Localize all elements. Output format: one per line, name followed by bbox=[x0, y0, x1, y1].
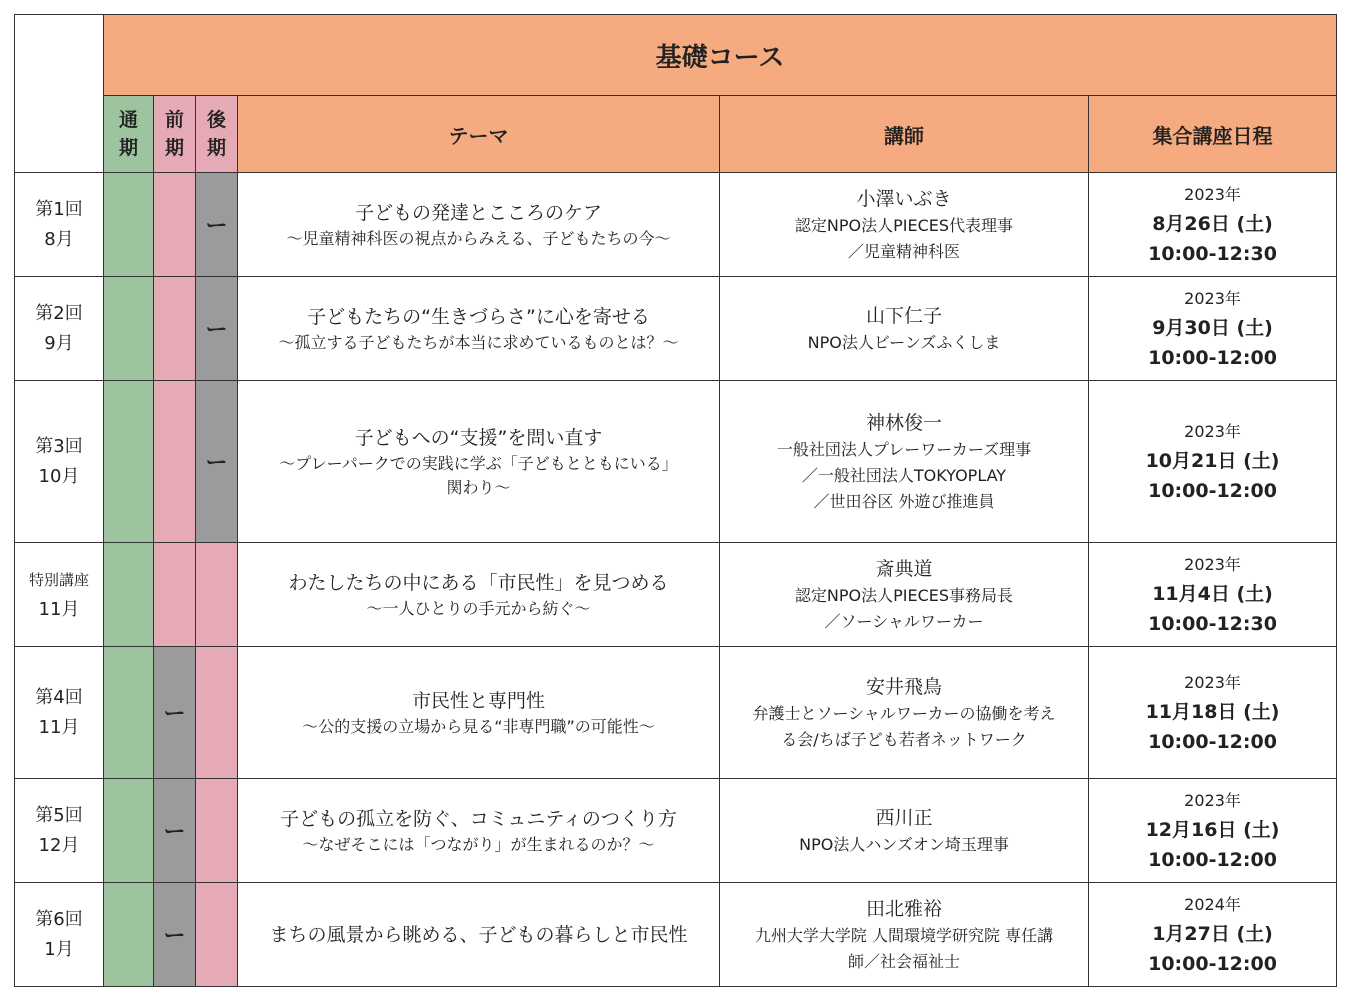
lecturer-affiliation: 九州大学大学院 人間環境学研究院 専任講 bbox=[754, 925, 1054, 945]
schedule-year: 2023年 bbox=[1184, 184, 1241, 204]
lecturer-affiliation: る会/ちば子ども若者ネットワーク bbox=[781, 729, 1027, 749]
term-kouki-cell bbox=[196, 883, 238, 987]
schedule-year: 2023年 bbox=[1184, 790, 1241, 810]
term-tsuki-cell bbox=[104, 647, 154, 779]
term-zenki-cell bbox=[154, 381, 196, 543]
session-month: 8月 bbox=[44, 228, 74, 250]
schedule-time: 10:00-12:30 bbox=[1148, 612, 1277, 635]
theme-cell bbox=[238, 647, 720, 779]
header-schedule: 集合講座日程 bbox=[1089, 96, 1337, 173]
term-zenki-cell bbox=[154, 173, 196, 277]
theme-title: まちの風景から眺める、子どもの暮らしと市民性 bbox=[269, 923, 688, 946]
schedule-year: 2024年 bbox=[1184, 894, 1241, 914]
term-kouki-cell bbox=[196, 173, 238, 277]
header-zenki: 前 期 bbox=[154, 96, 196, 173]
table-row bbox=[15, 173, 1337, 277]
header-lecturer: 講師 bbox=[720, 96, 1089, 173]
schedule-date: 11月18日 (土) bbox=[1145, 700, 1280, 723]
lecturer-name: 安井飛鳥 bbox=[865, 675, 942, 698]
lecturer-affiliation: 認定NPO法人PIECES事務局長 bbox=[794, 585, 1014, 605]
lecturer-name: 小澤いぶき bbox=[856, 187, 952, 210]
not-applicable-dash: ー bbox=[163, 702, 186, 727]
lecturer-affiliation: 認定NPO法人PIECES代表理事 bbox=[794, 215, 1014, 235]
schedule-date: 1月27日 (土) bbox=[1152, 922, 1273, 945]
term-tsuki-cell bbox=[104, 173, 154, 277]
schedule-date: 10月21日 (土) bbox=[1145, 449, 1280, 472]
lecturer-name: 西川正 bbox=[875, 806, 933, 829]
lecturer-affiliation: ／ソーシャルワーカー bbox=[824, 611, 984, 631]
lecturer-cell bbox=[720, 779, 1089, 883]
lecturer-affiliation: NPO法人ハンズオン埼玉理事 bbox=[799, 834, 1009, 854]
theme-title: 市民性と専門性 bbox=[411, 689, 545, 712]
theme-subtitle: ～プレーパークでの実践に学ぶ「子どもとともにいる」 bbox=[279, 453, 678, 473]
theme-subtitle: ～一人ひとりの手元から紡ぐ～ bbox=[366, 598, 591, 618]
schedule-date: 8月26日 (土) bbox=[1152, 212, 1273, 235]
theme-title: 子どもたちの“生きづらさ”に心を寄せる bbox=[307, 305, 650, 328]
schedule-cell bbox=[1089, 779, 1337, 883]
session-number: 第3回 bbox=[35, 435, 83, 457]
schedule-year: 2023年 bbox=[1184, 288, 1241, 308]
not-applicable-dash: ー bbox=[205, 318, 228, 343]
session-month: 12月 bbox=[38, 834, 80, 856]
course-title: 基礎コース bbox=[104, 15, 1337, 96]
term-tsuki-cell bbox=[104, 543, 154, 647]
schedule-cell bbox=[1089, 277, 1337, 381]
lecturer-cell bbox=[720, 173, 1089, 277]
theme-cell bbox=[238, 779, 720, 883]
lecturer-affiliation: 一般社団法人プレーワーカーズ理事 bbox=[776, 439, 1032, 459]
theme-subtitle: ～児童精神科医の視点からみえる、子どもたちの今～ bbox=[286, 228, 671, 248]
session-cell bbox=[15, 277, 104, 381]
term-kouki-cell bbox=[196, 779, 238, 883]
header-tsuki: 通 期 bbox=[104, 96, 154, 173]
table-row bbox=[15, 883, 1337, 987]
session-month: 11月 bbox=[38, 716, 80, 738]
not-applicable-dash: ー bbox=[205, 214, 228, 239]
term-kouki-cell bbox=[196, 543, 238, 647]
not-applicable-dash: ー bbox=[163, 820, 186, 845]
lecturer-cell bbox=[720, 381, 1089, 543]
theme-subtitle: ～なぜそこには「つながり」が生まれるのか？～ bbox=[302, 834, 655, 854]
term-kouki-cell bbox=[196, 381, 238, 543]
term-zenki-cell bbox=[154, 883, 196, 987]
schedule-time: 10:00-12:00 bbox=[1148, 479, 1277, 502]
not-applicable-dash: ー bbox=[205, 451, 228, 476]
term-tsuki-cell bbox=[104, 779, 154, 883]
schedule-cell bbox=[1089, 381, 1337, 543]
schedule-year: 2023年 bbox=[1184, 672, 1241, 692]
term-zenki-cell bbox=[154, 543, 196, 647]
session-cell bbox=[15, 647, 104, 779]
term-tsuki-cell bbox=[104, 883, 154, 987]
table-row bbox=[15, 543, 1337, 647]
course-schedule-table bbox=[14, 14, 1337, 987]
term-kouki-cell bbox=[196, 277, 238, 381]
theme-cell bbox=[238, 277, 720, 381]
session-month: 1月 bbox=[44, 938, 74, 960]
schedule-date: 11月4日 (土) bbox=[1152, 582, 1273, 605]
schedule-date: 12月16日 (土) bbox=[1145, 818, 1280, 841]
session-number: 第4回 bbox=[35, 686, 83, 708]
theme-cell bbox=[238, 883, 720, 987]
term-kouki-cell bbox=[196, 647, 238, 779]
theme-cell bbox=[238, 173, 720, 277]
session-cell bbox=[15, 173, 104, 277]
schedule-time: 10:00-12:30 bbox=[1148, 242, 1277, 265]
schedule-cell bbox=[1089, 543, 1337, 647]
lecturer-affiliation: ／児童精神科医 bbox=[847, 241, 960, 261]
session-number: 特別講座 bbox=[28, 570, 89, 589]
lecturer-name: 山下仁子 bbox=[865, 304, 942, 327]
theme-title: 子どもの発達とこころのケア bbox=[354, 201, 602, 224]
schedule-time: 10:00-12:00 bbox=[1148, 730, 1277, 753]
session-cell bbox=[15, 779, 104, 883]
schedule-time: 10:00-12:00 bbox=[1148, 848, 1277, 871]
schedule-time: 10:00-12:00 bbox=[1148, 952, 1277, 975]
header-theme: テーマ bbox=[238, 96, 720, 173]
corner-cell bbox=[15, 15, 104, 173]
theme-title: わたしたちの中にある「市民性」を見つめる bbox=[288, 571, 669, 594]
lecturer-cell bbox=[720, 543, 1089, 647]
theme-title: 子どもの孤立を防ぐ、コミュニティのつくり方 bbox=[280, 807, 677, 830]
theme-subtitle: ～公的支援の立場から見る“非専門職”の可能性～ bbox=[302, 716, 655, 736]
table-row bbox=[15, 779, 1337, 883]
theme-title: 子どもへの“支援”を問い直す bbox=[354, 426, 603, 449]
lecturer-name: 神林俊一 bbox=[865, 411, 942, 434]
lecturer-affiliation: ／世田谷区 外遊び推進員 bbox=[813, 491, 995, 511]
term-tsuki-cell bbox=[104, 381, 154, 543]
theme-cell bbox=[238, 381, 720, 543]
schedule-cell bbox=[1089, 883, 1337, 987]
lecturer-name: 田北雅裕 bbox=[865, 897, 942, 920]
session-cell bbox=[15, 381, 104, 543]
schedule-time: 10:00-12:00 bbox=[1148, 346, 1277, 369]
table-row bbox=[15, 647, 1337, 779]
table-row bbox=[15, 277, 1337, 381]
session-month: 9月 bbox=[44, 332, 74, 354]
lecturer-affiliation: ／一般社団法人TOKYOPLAY bbox=[801, 465, 1007, 485]
table-row bbox=[15, 381, 1337, 543]
lecturer-affiliation: 師／社会福祉士 bbox=[847, 951, 960, 971]
schedule-date: 9月30日 (土) bbox=[1152, 316, 1273, 339]
lecturer-cell bbox=[720, 647, 1089, 779]
lecturer-affiliation: NPO法人ビーンズふくしま bbox=[807, 332, 1001, 352]
theme-cell bbox=[238, 543, 720, 647]
session-number: 第5回 bbox=[35, 804, 83, 826]
header-kouki: 後 期 bbox=[196, 96, 238, 173]
lecturer-cell bbox=[720, 883, 1089, 987]
session-number: 第1回 bbox=[35, 198, 83, 220]
term-zenki-cell bbox=[154, 277, 196, 381]
schedule-cell bbox=[1089, 647, 1337, 779]
schedule-cell bbox=[1089, 173, 1337, 277]
lecturer-affiliation: 弁護士とソーシャルワーカーの協働を考え bbox=[752, 703, 1056, 723]
session-cell bbox=[15, 883, 104, 987]
term-zenki-cell bbox=[154, 779, 196, 883]
not-applicable-dash: ー bbox=[163, 924, 186, 949]
session-number: 第6回 bbox=[35, 908, 83, 930]
lecturer-cell bbox=[720, 277, 1089, 381]
session-month: 11月 bbox=[38, 598, 80, 620]
schedule-year: 2023年 bbox=[1184, 421, 1241, 441]
session-number: 第2回 bbox=[35, 302, 83, 324]
lecturer-name: 斎典道 bbox=[875, 557, 933, 580]
session-cell bbox=[15, 543, 104, 647]
theme-subtitle: 関わり～ bbox=[446, 477, 511, 497]
term-tsuki-cell bbox=[104, 277, 154, 381]
session-month: 10月 bbox=[38, 465, 80, 487]
theme-subtitle: ～孤立する子どもたちが本当に求めているものとは？～ bbox=[278, 332, 679, 352]
schedule-year: 2023年 bbox=[1184, 554, 1241, 574]
term-zenki-cell bbox=[154, 647, 196, 779]
